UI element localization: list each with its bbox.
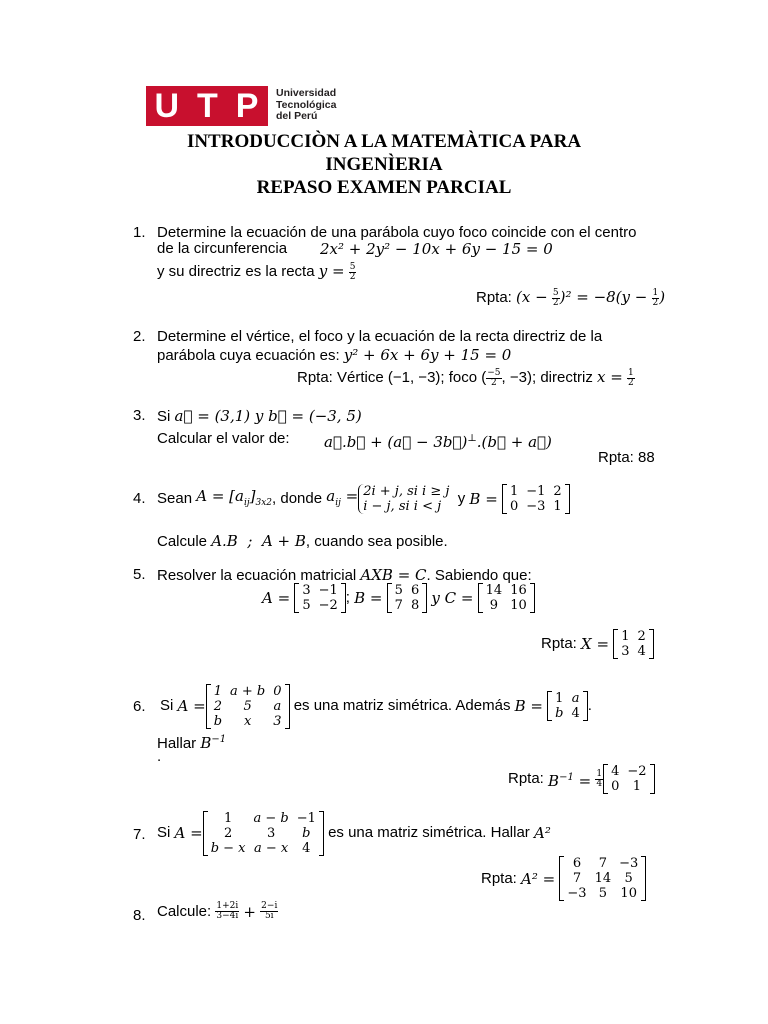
- p3-number: 3.: [133, 407, 146, 424]
- p6-matrix-inverse: 4 −2 0 1: [603, 764, 654, 794]
- logo-text: Universidad Tecnológica del Perú: [276, 87, 337, 122]
- p6-line-1: Si A = 1 a + b 0 2 5 a b x 3 es una matriz simétrica. Además B = 1 a b 4 .: [160, 683, 592, 729]
- p4-matrix-b: 1 −1 2 0 −3 1: [502, 484, 570, 514]
- p3-line-1: Si a⃗ = (3,1) y b⃗ = (−3, 5): [157, 407, 362, 425]
- p2-line-2: parábola cuya ecuación es: y² + 6x + 6y + 15 = 0: [157, 346, 512, 364]
- logo-letter-u: U: [154, 86, 181, 125]
- p7-number: 7.: [133, 826, 146, 843]
- title-line-1: INTRODUCCIÒN A LA MATEMÀTICA PARA: [186, 131, 582, 152]
- p1-line-2: de la circunferencia: [157, 240, 288, 257]
- p1-answer: Rpta: (x − $\frac{5}{2}$ )² = −8(y − $\frac{1}{2}$ ): [476, 287, 666, 308]
- p5-matrix-x: 1 2 3 4: [613, 629, 654, 659]
- p4-number: 4.: [133, 490, 146, 507]
- p6-line-2: Hallar $B^{-1}$: [157, 734, 227, 752]
- p3-expression: a⃗.b⃗ + (a⃗ − 3b⃗)⊥.(b⃗ + a⃗): [324, 433, 552, 451]
- p3-answer: Rpta: 88: [598, 449, 655, 466]
- title-line-2: INGENÌERIA: [325, 154, 443, 175]
- logo-letter-t: T: [197, 86, 219, 125]
- p7-matrix-a: 1 a − b −1 2 3 b b − x a − x 4: [203, 811, 324, 856]
- p1-line-1: Determine la ecuación de una parábola cuyo foco coincide con el centro: [157, 224, 637, 241]
- p1-line-3: y su directriz es la recta y = $\frac{5}{2}$: [157, 261, 356, 282]
- logo-letter-p: P: [235, 86, 260, 125]
- p5-matrix-b: 5 6 7 8: [387, 583, 428, 613]
- p5-answer: Rpta: X = 1 2 3 4: [541, 629, 654, 659]
- p7-answer: Rpta: A² = 6 7 −3 7 14 5 −3 5 10: [481, 856, 646, 901]
- p5-matrix-a: 3 −1 5 −2: [294, 583, 345, 613]
- p7-matrix-a-squared: 6 7 −3 7 14 5 −3 5 10: [559, 856, 646, 901]
- p8-number: 8.: [133, 907, 146, 924]
- p2-line-1: Determine el vértice, el foco y la ecuación de la recta directriz de la: [157, 328, 603, 345]
- p5-matrices: A = 3 −1 5 −2 ; B = 5 6 7 8 y C = 14 16 9 10: [262, 583, 535, 613]
- p5-number: 5.: [133, 566, 146, 583]
- p2-number: 2.: [133, 328, 146, 345]
- p4-line-1: Sean $A = [a_{ij}]_{3x2}$ , donde $a_{ij}$ = 2i + j, si i ≥ j i − j, si i < j y B = 1 −1 2 0 −3 1: [157, 481, 570, 517]
- p4-piecewise: 2i + j, si i ≥ j i − j, si i < j: [358, 484, 449, 514]
- p1-number: 1.: [133, 224, 146, 241]
- p5-line-1: Resolver la ecuación matricial AXB = C. Sabiendo que:: [157, 566, 532, 584]
- p6-matrix-a: 1 a + b 0 2 5 a b x 3: [206, 684, 290, 729]
- p2-answer: Rpta: Vértice (−1, −3); foco ( $\frac{-5}{2}$ , −3); directriz x = $\frac{1}{2}$: [297, 367, 634, 388]
- p7-line-1: Si A = 1 a − b −1 2 3 b b − x a − x 4 es una matriz simétrica. Hallar A²: [157, 810, 551, 856]
- p8-line-1: Calcule: $\frac{1+2i}{3-4i}$ + $\frac{2-i}{5i}$: [157, 901, 278, 921]
- p6-matrix-b: 1 a b 4: [547, 691, 588, 721]
- p6-dot: .: [157, 748, 162, 765]
- p1-equation: 2x² + 2y² − 10x + 6y − 15 = 0: [320, 240, 553, 258]
- utp-logo: [146, 86, 268, 126]
- p5-matrix-c: 14 16 9 10: [478, 583, 535, 613]
- p4-line-2: Calcule A.B ; A + B, cuando sea posible.: [157, 532, 448, 550]
- p3-line-2: Calcular el valor de:: [157, 430, 290, 447]
- p6-number: 6.: [133, 698, 146, 715]
- p6-answer: Rpta: $B^{-1}$ = $\frac{1}{4}$ 4 −2 0 1: [508, 764, 655, 794]
- title-line-3: REPASO EXAMEN PARCIAL: [256, 177, 512, 198]
